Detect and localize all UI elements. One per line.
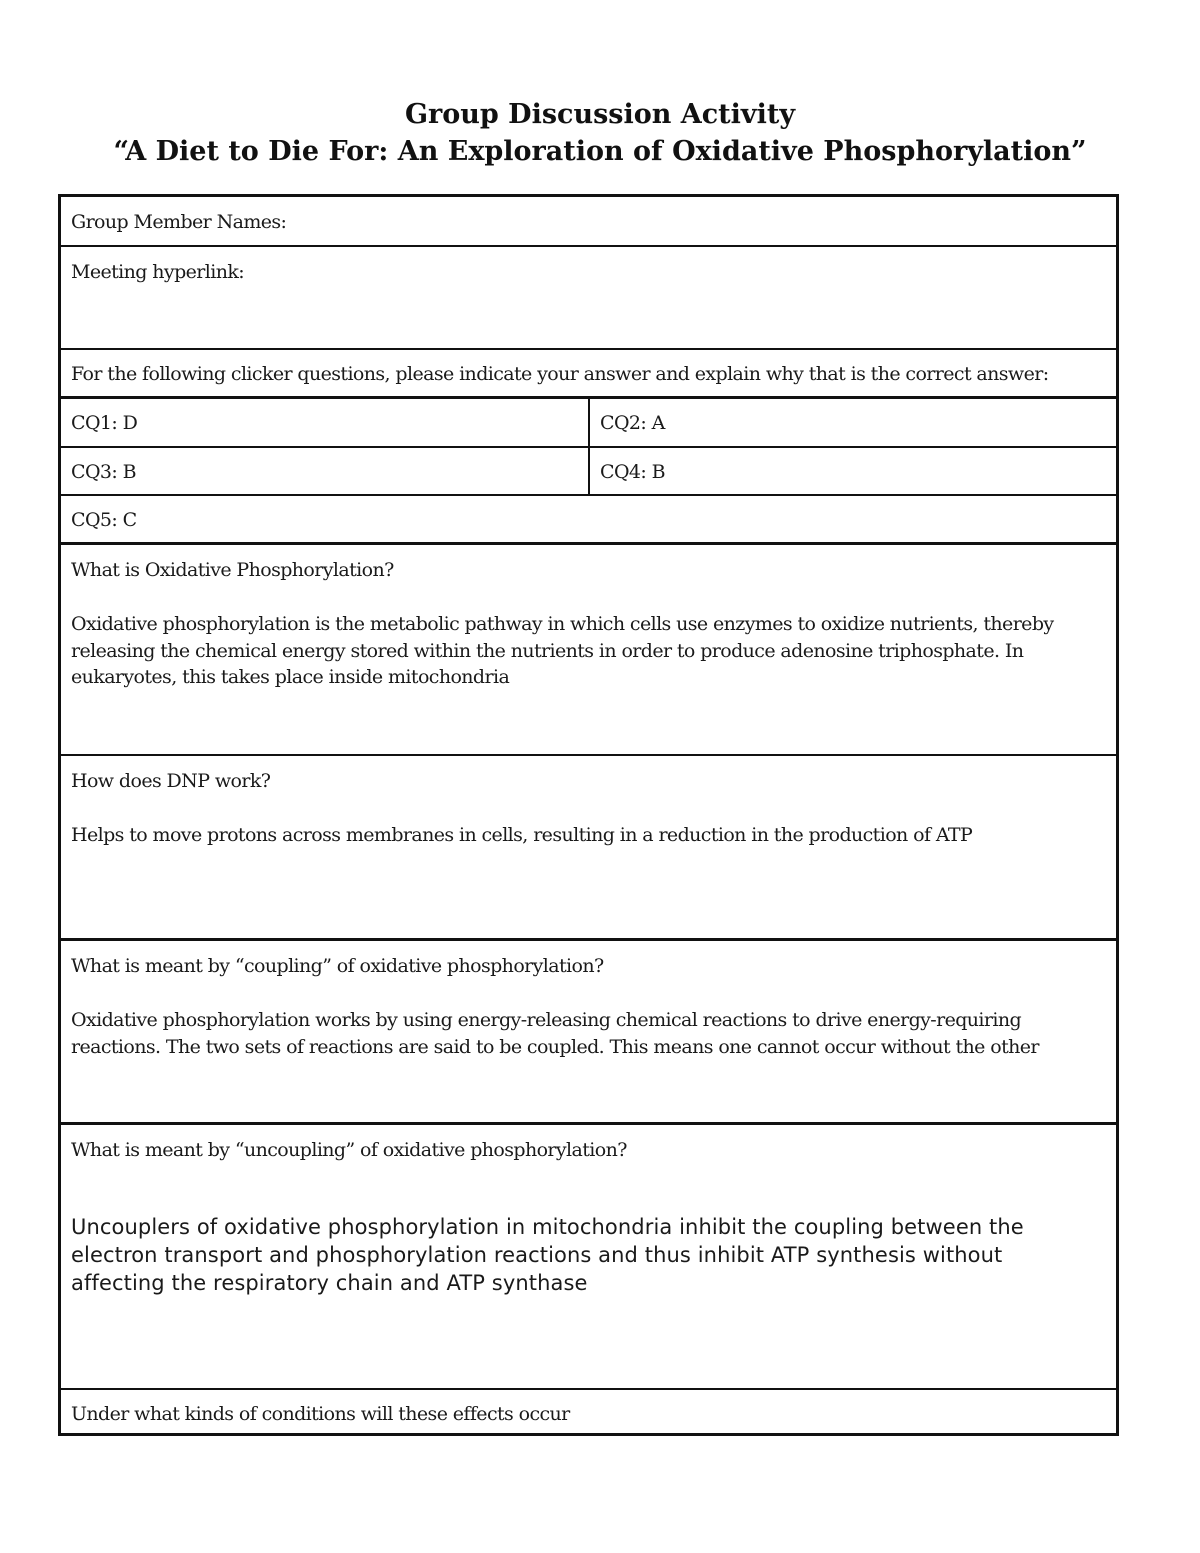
- question-dnp[interactable]: [61, 756, 1116, 941]
- cq3-answer: CQ3: B: [71, 461, 137, 483]
- cq5-answer[interactable]: CQ5: C: [71, 509, 137, 531]
- page-subtitle: “A Diet to Die For: An Exploration of Oxidative Phosphorylation”: [113, 136, 1087, 167]
- question-conditions[interactable]: [61, 1390, 1116, 1433]
- question-prompt: What is Oxidative Phosphorylation?: [71, 559, 394, 581]
- question-prompt: What is meant by “uncoupling” of oxidative phosphorylation?: [71, 1139, 627, 1161]
- question-answer: Oxidative phosphorylation works by using energy-releasing chemical reactions to drive energy-requiring reactions. The two sets of reactions are said to be coupled. This means one cannot occur without the other: [71, 1009, 1039, 1058]
- question-oxidative-phosphorylation[interactable]: [61, 545, 1116, 756]
- question-prompt: Under what kinds of conditions will these effects occur: [71, 1403, 570, 1425]
- cq4-answer: CQ4: B: [600, 461, 666, 483]
- question-answer: Helps to move protons across membranes in cells, resulting in a reduction in the production of ATP: [71, 824, 973, 846]
- meeting-link-row[interactable]: [61, 247, 1116, 350]
- group-members-label: Group Member Names:: [71, 211, 287, 233]
- cq2-cell[interactable]: [590, 399, 1116, 446]
- cq4-cell[interactable]: [590, 448, 1116, 494]
- clicker-instructions: For the following clicker questions, please indicate your answer and explain why that is the correct answer:: [71, 363, 1049, 385]
- question-answer: Uncouplers of oxidative phosphorylation in mitochondria inhibit the coupling between the electron transport and phosphorylation reactions and thus inhibit ATP synthesis without affecting the respiratory chain and ATP synthase: [71, 1215, 1024, 1295]
- clicker-row-1: [61, 399, 1116, 448]
- clicker-row-2: [61, 448, 1116, 496]
- cq1-cell[interactable]: [61, 399, 590, 446]
- cq3-cell[interactable]: [61, 448, 590, 494]
- question-prompt: How does DNP work?: [71, 770, 271, 792]
- activity-form: [58, 194, 1119, 1436]
- cq1-answer: CQ1: D: [71, 412, 138, 434]
- group-members-row[interactable]: [61, 197, 1116, 247]
- page-header: [0, 96, 1200, 170]
- page-title: Group Discussion Activity: [404, 99, 796, 130]
- question-prompt: What is meant by “coupling” of oxidative phosphorylation?: [71, 955, 604, 977]
- question-uncoupling[interactable]: [61, 1125, 1116, 1390]
- question-coupling[interactable]: [61, 941, 1116, 1125]
- meeting-link-label: Meeting hyperlink:: [71, 261, 245, 283]
- clicker-instructions-row: [61, 350, 1116, 399]
- cq2-answer: CQ2: A: [600, 412, 665, 434]
- question-answer: Oxidative phosphorylation is the metabolic pathway in which cells use enzymes to oxidize nutrients, thereby releasing the chemical energy stored within the nutrients in order to produce adenosine triphosphate. In eukaryotes, this takes place inside mitochondria: [71, 613, 1054, 688]
- clicker-row-3: [61, 496, 1116, 545]
